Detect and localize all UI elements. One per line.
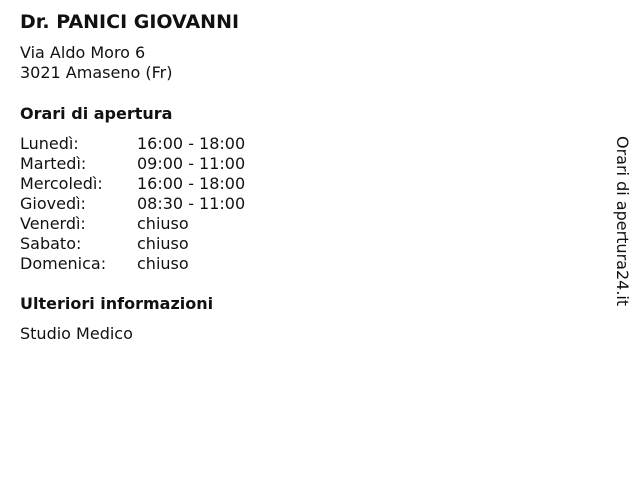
day-label: Martedì:	[20, 154, 87, 173]
address-city: 3021 Amaseno (Fr)	[20, 63, 173, 82]
day-hours: chiuso	[137, 214, 189, 233]
day-label: Domenica:	[20, 254, 107, 273]
more-info-heading: Ulteriori informazioni	[20, 294, 214, 313]
day-hours: 16:00 - 18:00	[137, 134, 246, 153]
day-hours: chiuso	[137, 234, 189, 253]
day-label: Sabato:	[20, 234, 82, 253]
day-label: Giovedì:	[20, 194, 86, 213]
day-hours: 16:00 - 18:00	[137, 174, 246, 193]
address	[20, 43, 172, 83]
day-hours: 08:30 - 11:00	[137, 194, 246, 213]
day-hours: chiuso	[137, 254, 189, 273]
doctor-name: Dr. PANICI GIOVANNI	[20, 11, 240, 33]
more-info-text: Studio Medico	[20, 324, 133, 343]
address-street: Via Aldo Moro 6	[20, 43, 146, 62]
day-hours: 09:00 - 11:00	[137, 154, 246, 173]
opening-hours-heading: Orari di apertura	[20, 104, 173, 123]
day-label: Mercoledì:	[20, 174, 103, 193]
day-label: Venerdì:	[20, 214, 86, 233]
site-watermark: Orari di apertura24.it	[613, 136, 632, 307]
day-label: Lunedì:	[20, 134, 79, 153]
